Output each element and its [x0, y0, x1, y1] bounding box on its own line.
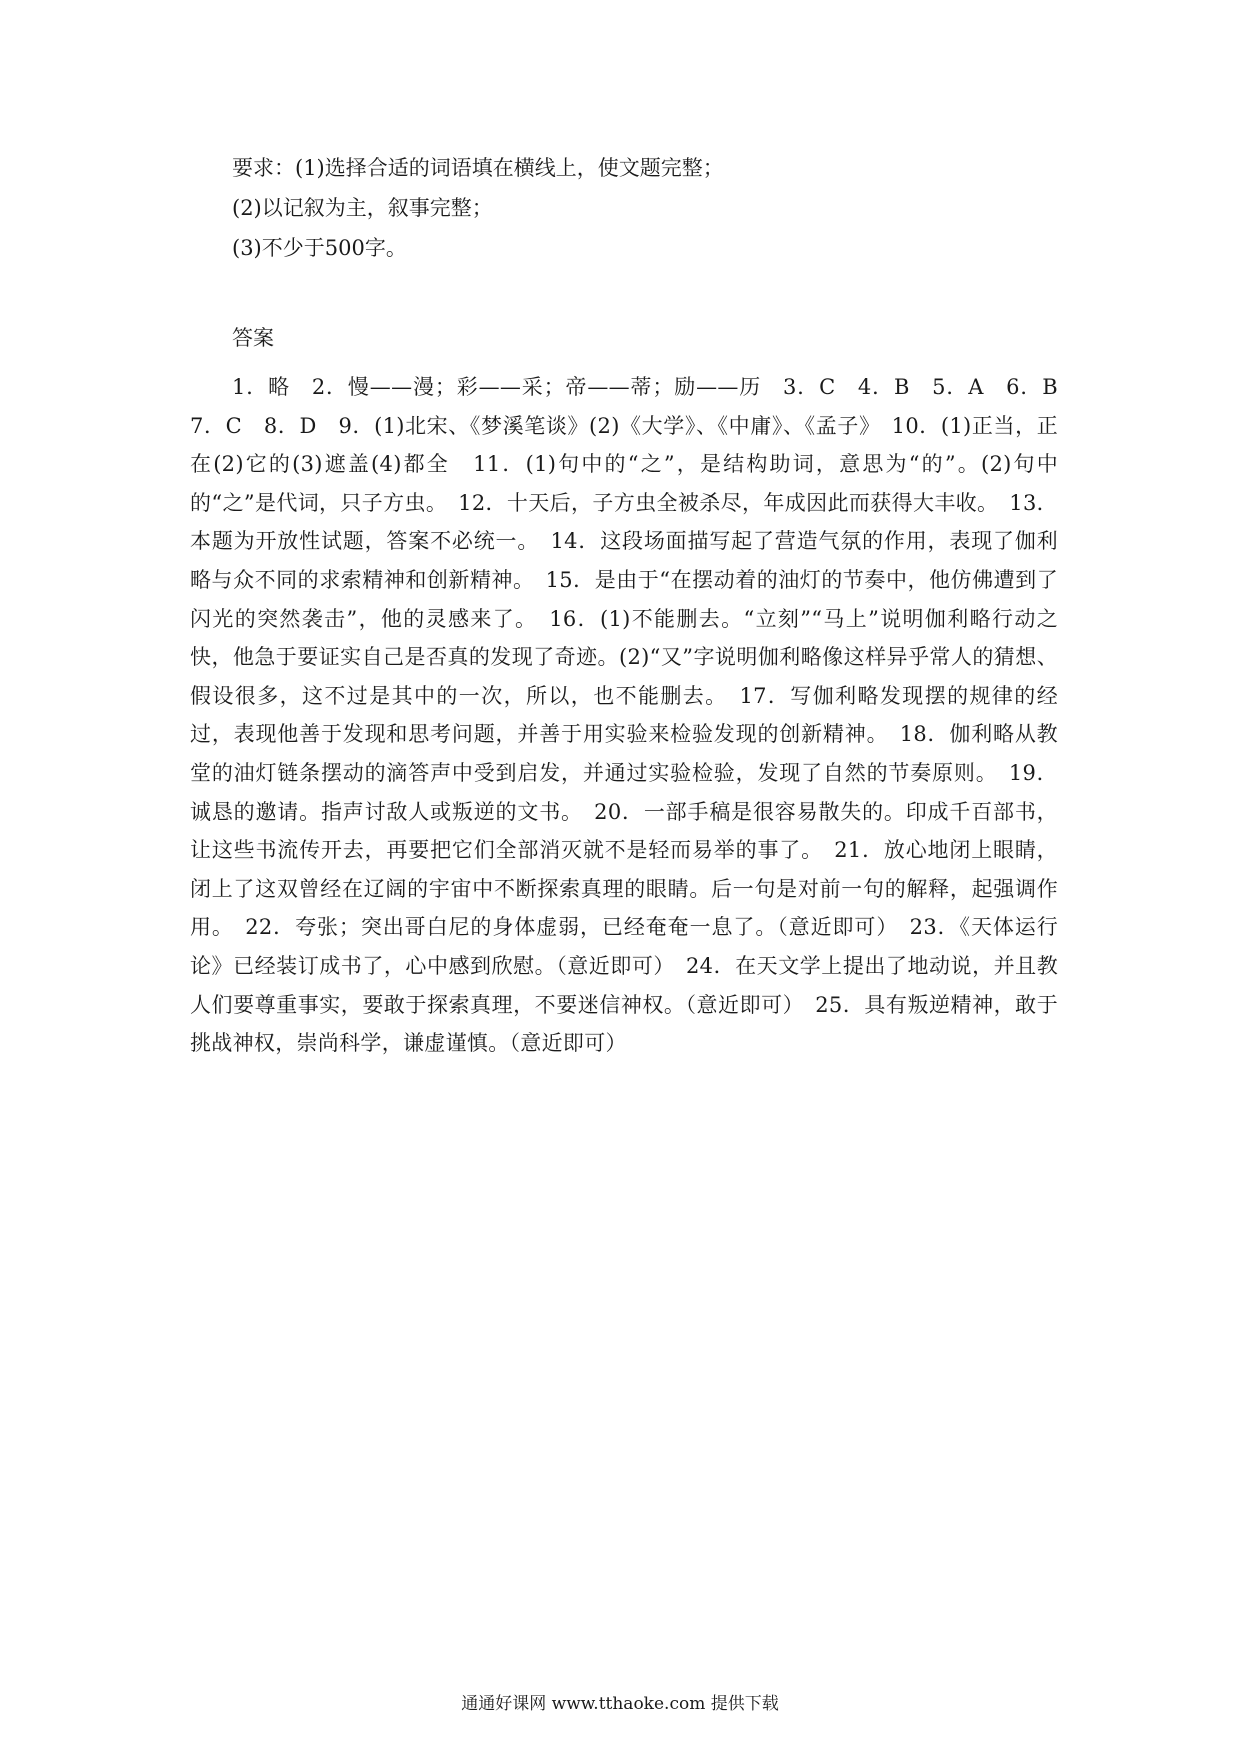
requirement-line-3: (3)不少于500字。: [232, 236, 407, 260]
answers-heading: 答案: [232, 326, 274, 350]
requirement-line-1: 要求：(1)选择合适的词语填在横线上，使文题完整；: [232, 156, 724, 180]
answers-body: 1．略 2．慢——漫；彩——采；帝——蒂；励——历 3．C 4．B 5．A 6．B 7．C 8．D 9．(1)北宋、《梦溪笔谈》(2)《大学》、《中庸》、《孟子》 10．(1)正当，正在(2)它的(3)遮盖(4)都全 11．(1)句中的“之”，是结构助词，意思为“的”。(2)句中的“之”是代词，只子方虫。 12．十天后，子方虫全被杀尽，年成因此而获得大丰收。 13．本题为开放性试题，答案不必统一。 14．这段场面描写起了营造气氛的作用，表现了伽利略与众不同的求索精神和创新精神。 15．是由于“在摆动着的油灯的节奏中，他仿佛遭到了闪光的突然袭击”，他的灵感来了。 16．(1)不能删去。“立刻”“马上”说明伽利略行动之快，他急于要证实自己是否真的发现了奇迹。(2)“又”字说明伽利略像这样异乎常人的猜想、假设很多，这不过是其中的一次，所以，也不能删去。 17．写伽利略发现摆的规律的经过，表现他善于发现和思考问题，并善于用实验来检验发现的创新精神。 18．伽利略从教堂的油灯链条摆动的滴答声中受到启发，并通过实验检验，发现了自然的节奏原则。 19．诚恳的邀请。指声讨敌人或叛逆的文书。 20．一部手稿是很容易散失的。印成千百部书，让这些书流传开去，再要把它们全部消灭就不是轻而易举的事了。 21．放心地闭上眼睛，闭上了这双曾经在辽阔的宇宙中不断探索真理的眼睛。后一句是对前一句的解释，起强调作用。 22．夸张；突出哥白尼的身体虚弱，已经奄奄一息了。（意近即可） 23．《天体运行论》已经装订成书了，心中感到欣慰。（意近即可） 24．在天文学上提出了地动说，并且教人们要尊重事实，要敢于探索真理，不要迷信神权。（意近即可） 25．具有叛逆精神，敢于挑战神权，崇尚科学，谦虚谨慎。（意近即可）: [190, 375, 1080, 1056]
requirement-line-2: (2)以记叙为主，叙事完整；: [232, 196, 493, 220]
requirements-section: [232, 148, 1052, 268]
page-footer: 通通好课网 www.tthaoke.com 提供下载: [461, 1694, 779, 1714]
